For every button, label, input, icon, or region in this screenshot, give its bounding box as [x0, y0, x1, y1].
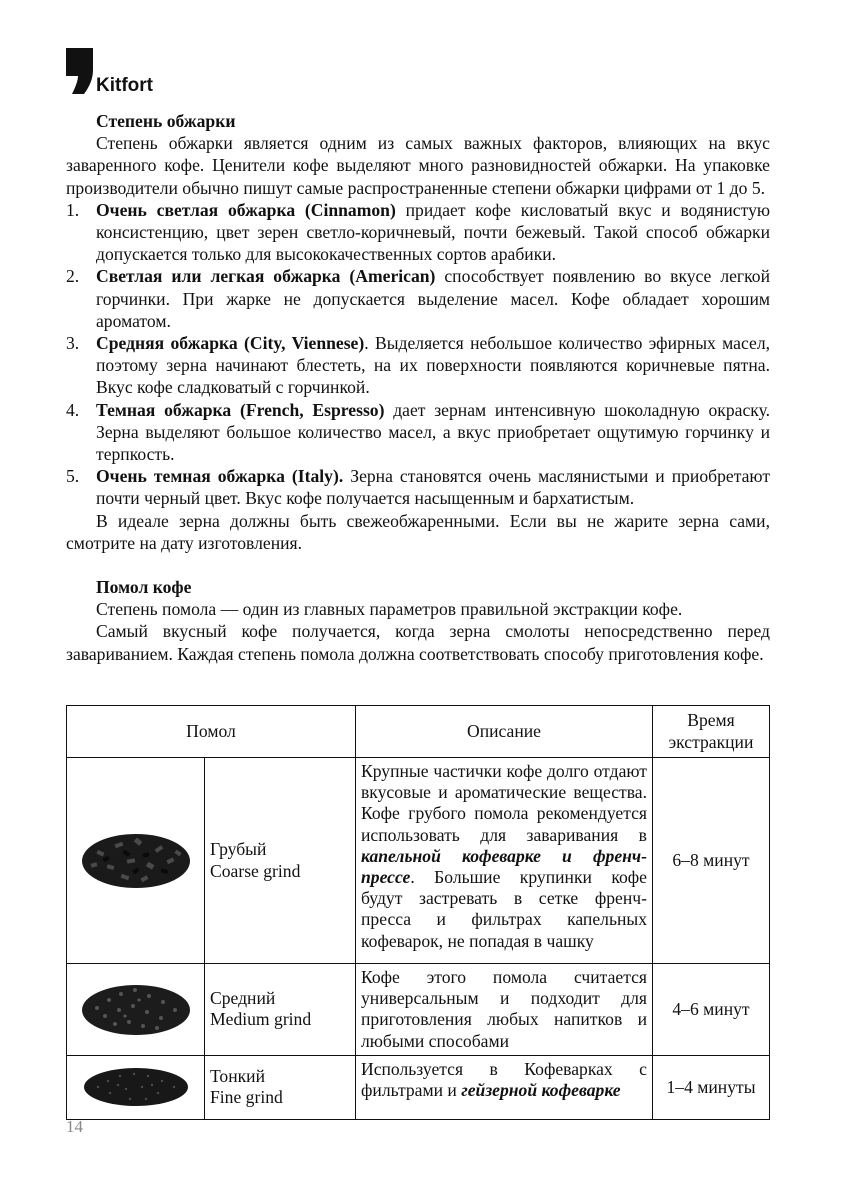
- table-row: [67, 758, 770, 964]
- grind-name-en: Coarse grind: [210, 860, 301, 881]
- list-number: 1.: [66, 199, 80, 220]
- roast-item-title: Очень светлая обжарка (Cinnamon): [96, 199, 396, 220]
- kitfort-logo-icon: [66, 48, 93, 94]
- fine-grind-image: [67, 1055, 205, 1119]
- roast-heading: Степень обжарки: [96, 111, 236, 131]
- desc-emphasis: гейзерной кофеварке: [461, 1080, 621, 1101]
- grind-name-cell: [205, 758, 356, 964]
- grind-description-cell: [356, 1055, 653, 1119]
- grind-name-en: Fine grind: [210, 1087, 283, 1108]
- roast-item-title: Средняя обжарка (City, Viennese): [96, 333, 365, 354]
- roast-item-2: [66, 265, 770, 332]
- roast-item-text: . Выделяется небольшое количество эфирных масел, поэтому зерна начинают блестеть, на их поверхности появляются коричневые пятна. Вкус кофе сладковатый с горчинкой.: [96, 333, 770, 398]
- extraction-time-cell: 6–8 минут: [653, 758, 770, 964]
- grind-heading: Помол кофе: [96, 577, 192, 598]
- grind-table: [66, 705, 770, 1120]
- roast-item-4: [66, 399, 770, 466]
- document-body: [66, 110, 770, 665]
- roast-item-5: [66, 465, 770, 509]
- roast-item-1: [66, 199, 770, 266]
- table-row: [67, 1055, 770, 1119]
- brand-name: Kitfort: [96, 75, 153, 96]
- coarse-coffee-grounds-icon: [77, 823, 195, 893]
- grind-name-ru: Тонкий: [210, 1066, 266, 1087]
- grind-name-cell: [205, 964, 356, 1056]
- grind-name-en: Medium grind: [210, 1009, 312, 1030]
- desc-text-tail: . Большие крупинки кофе будут застревать в сетке френч-пресса и фильтрах капельных кофеварок, не попадая в чашку: [361, 867, 647, 951]
- roast-item-text: Зерна становятся очень маслянистыми и приобретают почти черный цвет. Вкус кофе получается насыщенным и бархатистым.: [96, 466, 771, 509]
- header-time: Время экстракции: [653, 706, 770, 758]
- roast-item-3: [66, 332, 770, 399]
- list-number: 4.: [66, 399, 80, 420]
- extraction-time-cell: 1–4 минуты: [653, 1055, 770, 1119]
- table-header-row: [67, 706, 770, 758]
- desc-text: Кофе этого помола считается универсальным и подходит для приготовления любых напитков и любыми способами: [361, 967, 647, 1051]
- grind-name-ru: Средний: [210, 988, 276, 1009]
- brand-logo: [66, 48, 176, 98]
- section-gap: [66, 554, 770, 576]
- roast-item-text: способствует появлению во вкусе легкой горчинки. При жарке не допускается выделение масел. Кофе обладает хорошим ароматом.: [96, 266, 771, 331]
- grind-paragraph-2: Самый вкусный кофе получается, когда зерна смолоты непосредственно перед завариванием. Каждая степень помола должна соответствовать способу приготовления кофе.: [66, 621, 770, 664]
- roast-item-title: Очень темная обжарка (Italy).: [96, 466, 344, 487]
- fine-coffee-grounds-icon: [80, 1061, 192, 1109]
- roast-item-title: Светлая или легкая обжарка (American): [96, 266, 436, 287]
- table-row: [67, 964, 770, 1056]
- list-number: 2.: [66, 266, 80, 287]
- coarse-grind-image: [67, 758, 205, 964]
- list-number: 3.: [66, 333, 80, 354]
- desc-text: Используется в Кофеварках с фильтрами и: [361, 1058, 647, 1101]
- header-description: Описание: [356, 706, 653, 758]
- roast-outro: В идеале зерна должны быть свежеобжаренными. Если вы не жарите зерна сами, смотрите на дату изготовления.: [66, 510, 770, 553]
- page-number: 14: [66, 1117, 83, 1136]
- roast-item-text: дает зернам интенсивную шоколадную окраску. Зерна выделяют большое количество масел, а вкус приобретает ощутимую горчинку и терпкость.: [96, 399, 770, 465]
- list-number: 5.: [66, 466, 80, 487]
- grind-name-ru: Грубый: [210, 839, 267, 860]
- grind-name-cell: [205, 1055, 356, 1119]
- medium-coffee-grounds-icon: [77, 974, 195, 1040]
- desc-text: Крупные частички кофе долго отдают вкусовые и ароматические вещества. Кофе грубого помола рекомендуется использовать для заваривания в: [361, 761, 647, 845]
- roast-item-title: Темная обжарка (French, Espresso): [96, 399, 385, 420]
- roast-item-text: придает кофе кисловатый вкус и водянистую консистенцию, цвет зерен светло-коричневый, почти бежевый. Такой способ обжарки допускается только для высококачественных сортов арабики.: [96, 199, 771, 265]
- desc-emphasis: капельной кофеварке и френч-прессе: [361, 845, 647, 888]
- header-grind: Помол: [67, 706, 356, 758]
- roast-intro: Степень обжарки является одним из самых важных факторов, влияющих на вкус заваренного кофе. Ценители кофе выделяют много разновидностей обжарки. На упаковке производители обычно пишут самые распространенные степени обжарки цифрами от 1 до 5.: [66, 133, 770, 198]
- grind-paragraph-1: Степень помола — один из главных параметров правильной экстракции кофе.: [96, 599, 683, 620]
- medium-grind-image: [67, 964, 205, 1056]
- grind-description-cell: [356, 964, 653, 1056]
- grind-description-cell: [356, 758, 653, 964]
- extraction-time-cell: 4–6 минут: [653, 964, 770, 1056]
